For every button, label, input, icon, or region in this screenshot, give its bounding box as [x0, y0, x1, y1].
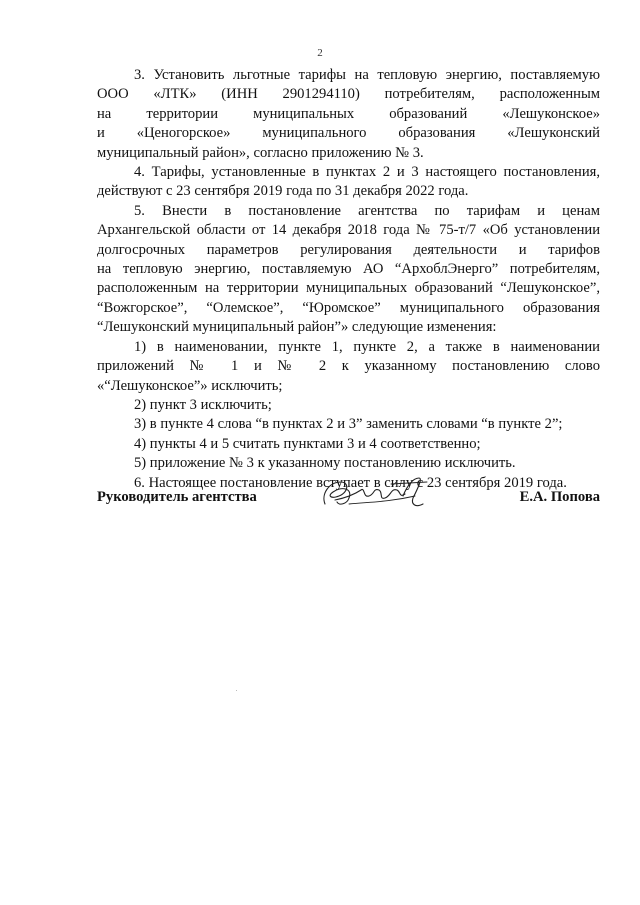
subitem-1 [97, 338, 600, 396]
text-line: действуют с 23 сентября 2019 года по 31 декабря 2022 года. [97, 183, 469, 200]
text-line: 1) в наименовании, пункте 1, пункте 2, а также в наименовании [134, 338, 600, 355]
text-line: и «Ценогорское» муниципального образования «Лешуконский [97, 125, 600, 142]
text-line: «“Лешуконское”» исключить; [97, 377, 283, 394]
signer-title: Руководитель агентства [97, 489, 257, 505]
scan-speck [236, 690, 237, 691]
text-line: 3. Установить льготные тарифы на тепловую энергию, поставляемую [134, 67, 600, 83]
text-line: ООО «ЛТК» (ИНН 2901294110) потребителям, расположенным [97, 86, 600, 103]
document-body [97, 66, 600, 493]
text-line: 4. Тарифы, установленные в пунктах 2 и 3 настоящего постановления, [134, 164, 600, 181]
handwritten-signature [319, 474, 431, 514]
text-line: долгосрочных параметров регулирования деятельности и тарифов [97, 241, 600, 258]
subitem-4: 4) пункты 4 и 5 считать пунктами 3 и 4 соответственно; [134, 435, 481, 452]
text-line: Архангельской области от 14 декабря 2018 года № 75-т/7 «Об установлении [97, 222, 600, 239]
text-line: на территории муниципальных образований «Лешуконское» [97, 105, 600, 122]
text-line: 5. Внести в постановление агентства по тарифам и ценам [134, 202, 600, 219]
subitem-2: 2) пункт 3 исключить; [134, 396, 272, 413]
text-line: на тепловую энергию, поставляемую АО “АрхоблЭнерго” потребителям, [97, 261, 600, 278]
text-line: расположенным на территории муниципальных образований “Лешуконское”, [97, 280, 600, 297]
text-line: “Вожгорское”, “Олемское”, “Юромское” муниципального образования [97, 299, 600, 316]
signer-name: Е.А. Попова [519, 489, 600, 505]
page-number: 2 [317, 47, 323, 59]
paragraph-item-4 [97, 163, 600, 202]
paragraph-item-6: 6. Настоящее постановление вступает в силу с 23 сентября 2019 года. [134, 474, 567, 491]
text-line: “Лешуконский муниципальный район”» следующие изменения: [97, 319, 497, 336]
subitem-5: 5) приложение № 3 к указанному постановлению исключить. [134, 455, 516, 472]
text-line: муниципальный район», согласно приложению № 3. [97, 144, 424, 161]
subitem-3: 3) в пункте 4 слова “в пунктах 2 и 3” заменить словами “в пункте 2”; [134, 416, 563, 433]
text-line: приложений № 1 и № 2 к указанному постановлению слово [97, 358, 600, 375]
paragraph-item-5 [97, 202, 600, 338]
paragraph-item-3 [97, 66, 600, 163]
signature-block [97, 474, 600, 514]
